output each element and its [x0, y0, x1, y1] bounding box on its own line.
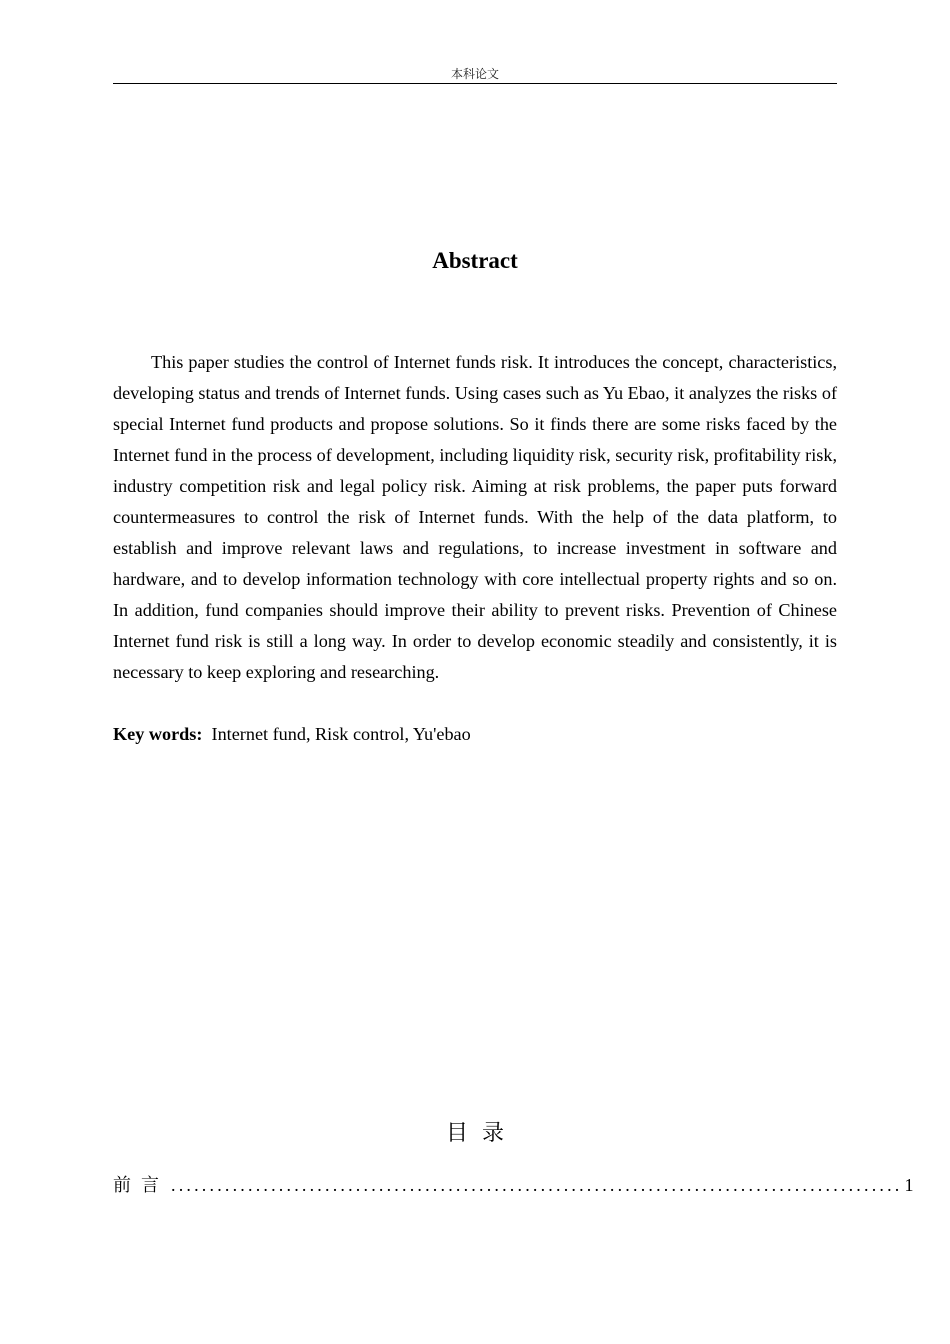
toc-heading: 目录 — [445, 1121, 518, 1146]
keywords-line — [113, 719, 837, 749]
toc-entry-label: 前言 — [113, 1175, 169, 1196]
toc-entry[interactable] — [113, 1171, 914, 1200]
keywords-value: Internet fund, Risk control, Yu'ebao — [211, 724, 471, 744]
keywords-label: Key words: — [113, 724, 203, 744]
running-header: 本科论文 — [450, 67, 499, 81]
abstract-heading: Abstract — [432, 248, 518, 273]
toc-dot-leader: ............................................................................................... — [171, 1175, 903, 1195]
header-divider — [113, 83, 837, 84]
abstract-paragraph: This paper studies the control of Internet funds risk. It introduces the concept, characteristics, developing status and trends of Internet funds. Using cases such as Yu Ebao, it analyzes the risks of special Internet fund products and propose solutions. So it finds there are some risks faced by the Internet fund in the process of development, including liquidity risk, security risk, profitability risk, industry competition risk and legal policy risk. Aiming at risk problems, the paper puts forward countermeasures to control the risk of Internet funds. With the help of the data platform, to establish and improve relevant laws and regulations, to increase investment in software and hardware, and to develop information technology with core intellectual property rights and so on. In addition, fund companies should improve their ability to prevent risks. Prevention of Chinese Internet fund risk is still a long way. In order to develop economic steadily and consistently, it is necessary to keep exploring and researching. — [113, 352, 837, 682]
toc-entry-page: 1 — [904, 1175, 914, 1195]
